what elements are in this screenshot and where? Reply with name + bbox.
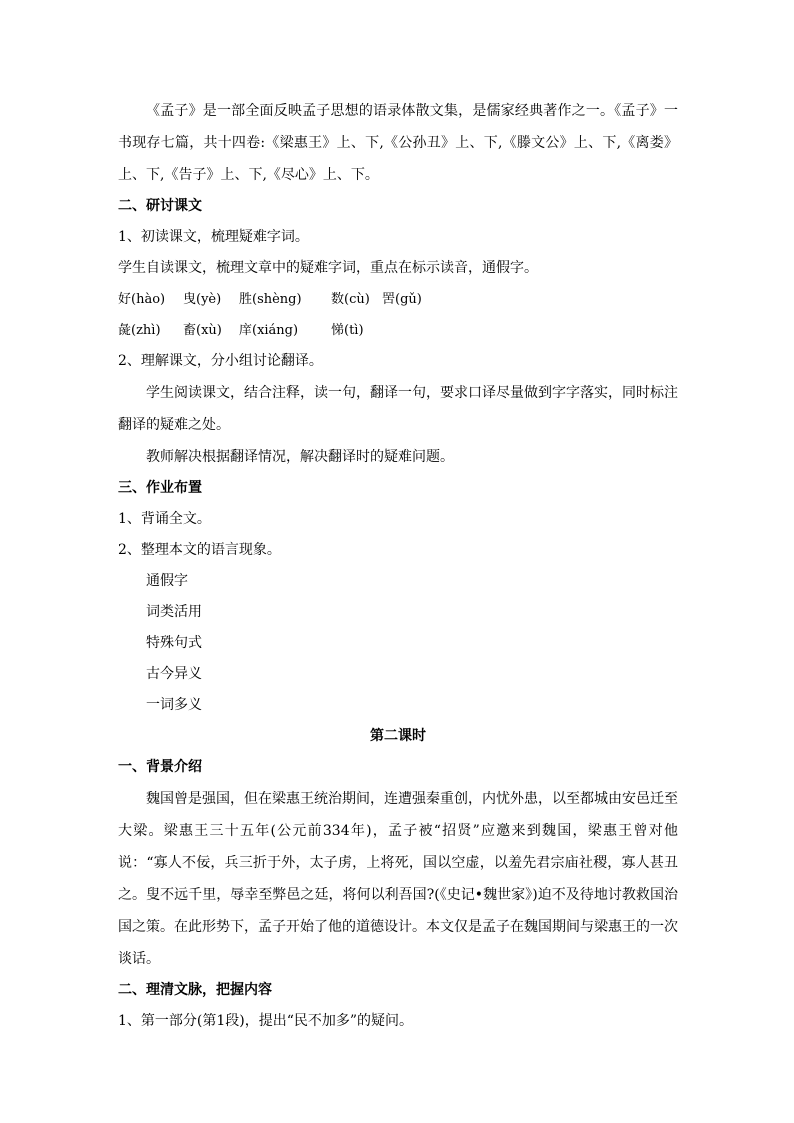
homework-subitem: 古今异义 — [146, 666, 202, 682]
translation-paragraph: 学生阅读课文，结合注释，读一句，翻译一句，要求口译尽量做到字字落实，同时标注翻译的疑难之处。 — [118, 385, 678, 433]
context-part-one: 1、第一部分(第1段)，提出“民不加多”的疑问。 — [118, 1013, 414, 1029]
homework-item-recite: 1、背诵全文。 — [118, 511, 211, 527]
pinyin-item: 彘(zhì) — [118, 323, 161, 338]
section-heading-background: 一、背景介绍 — [118, 759, 202, 775]
homework-subitem: 特殊句式 — [146, 635, 202, 651]
pinyin-item: 悌(tì) — [331, 323, 364, 338]
homework-subitem: 一词多义 — [146, 697, 202, 713]
pinyin-row-1 — [118, 284, 678, 315]
teacher-paragraph: 教师解决根据翻译情况，解决翻译时的疑难问题。 — [146, 449, 454, 465]
lesson-title: 第二课时 — [370, 728, 426, 744]
pinyin-item: 数(cù) — [331, 292, 370, 307]
pinyin-item: 庠(xiáng) — [239, 323, 299, 338]
step-first-reading: 1、初读课文，梳理疑难字词。 — [118, 229, 309, 245]
pinyin-item: 畜(xù) — [183, 323, 222, 338]
step-first-reading-desc: 学生自读课文，梳理文章中的疑难字词，重点在标示读音，通假字。 — [118, 260, 538, 276]
pinyin-item: 胜(shèng) — [239, 292, 302, 307]
document-page — [118, 95, 678, 1037]
section-heading-homework: 三、作业布置 — [118, 480, 202, 496]
pinyin-item: 好(hào) — [118, 292, 166, 307]
pinyin-item: 罟(gǔ) — [382, 292, 422, 307]
pinyin-row-2 — [118, 315, 678, 346]
homework-subitem: 通假字 — [146, 573, 188, 589]
section-heading-context: 二、理清文脉，把握内容 — [118, 982, 272, 998]
homework-subitem: 词类活用 — [146, 604, 202, 620]
section-heading-discussion: 二、研讨课文 — [118, 198, 202, 214]
background-paragraph: 魏国曾是强国，但在梁惠王统治期间，连遭强秦重创，内忧外患，以至都城由安邑迁至大梁。梁惠王三十五年(公元前334年)，孟子被“招贤”应邀来到魏国，梁惠王曾对他说：“寡人不佞，兵三折于外，太子虏，上将死，国以空虚，以羞先君宗庙社稷，寡人甚丑之。叟不远千里，辱幸至弊邑之廷，将何以利吾国?(《史记•魏世家》)迫不及待地讨教救国治国之策。在此形势下，孟子开始了他的道德设计。本文仅是孟子在魏国期间与梁惠王的一次谈话。 — [118, 791, 678, 967]
intro-paragraph: 《孟子》是一部全面反映孟子思想的语录体散文集，是儒家经典著作之一。《孟子》一书现存七篇，共十四卷:《梁惠王》上、下,《公孙丑》上、下,《滕文公》上、下,《离娄》上、下,《告子》上、下,《尽心》上、下。 — [118, 103, 678, 183]
pinyin-item: 曳(yè) — [183, 292, 222, 307]
homework-item-organize: 2、整理本文的语言现象。 — [118, 542, 281, 558]
step-translation: 2、理解课文，分小组讨论翻译。 — [118, 353, 323, 369]
